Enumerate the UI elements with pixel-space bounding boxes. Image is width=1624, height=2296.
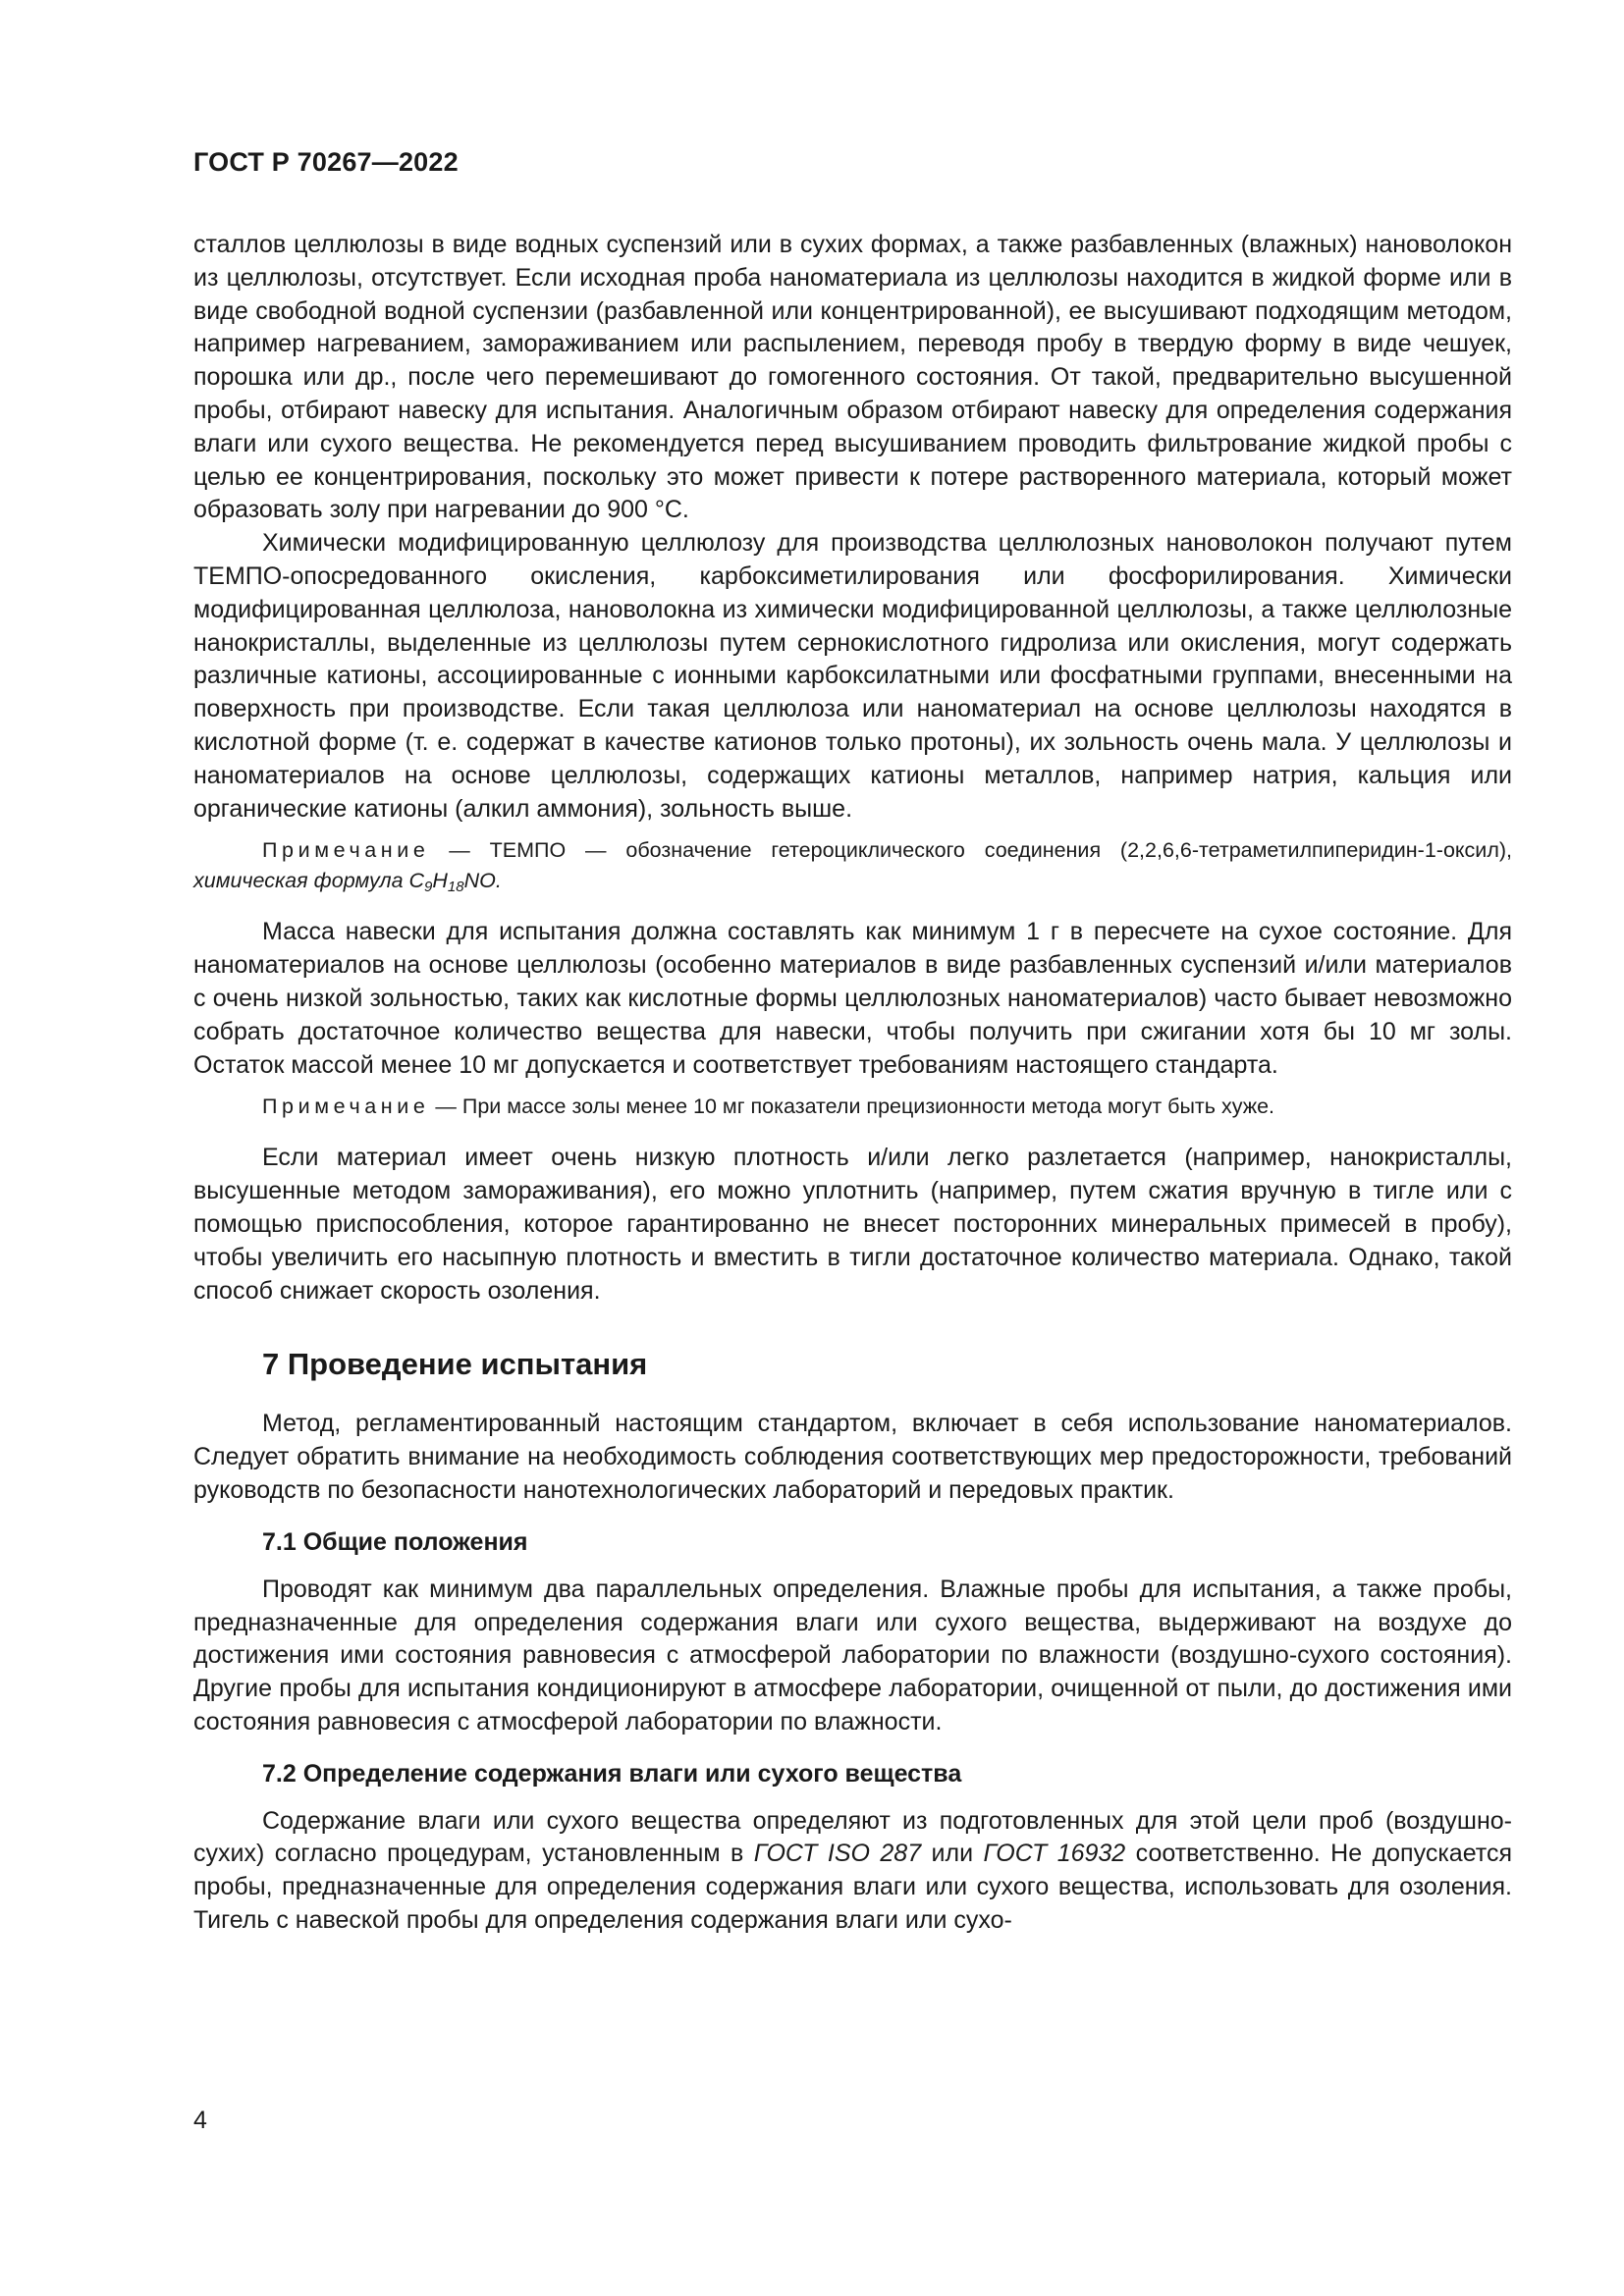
paragraph-5: Метод, регламентированный настоящим стандартом, включает в себя использование наноматериалов. Следует обратить внимание на необходимость соблюдения соответствующих мер предосторожности, требований руководств по безопасности нанотехнологических лабораторий и передовых практик. — [193, 1410, 1512, 1504]
note-ash-mass — [193, 1092, 1512, 1122]
subsection-heading-7-1: 7.1 Общие положения — [262, 1527, 528, 1556]
note-tempo — [193, 835, 1512, 896]
chemical-formula: химическая формула $C_9H_{18}NO$. — [193, 869, 502, 896]
note-label: Примечание — [262, 1095, 430, 1119]
subsection-heading-7-2: 7.2 Определение содержания влаги или сухого вещества — [262, 1759, 962, 1788]
section-heading-7: 7 Проведение испытания — [262, 1347, 648, 1382]
paragraph-4: Если материал имеет очень низкую плотность и/или легко разлетается (например, нанокристаллы, высушенные методом замораживания), его можно уплотнить (например, путем сжатия вручную в тигле или с помощью приспособления, которое гарантированно не внесет посторонних минеральных примесей в пробу), чтобы увеличить его насыпную плотность и вместить в тигли достаточное количество материала. Однако, такой способ снижает скорость озоления. — [193, 1144, 1512, 1305]
note-text: — ТЕМПО — обозначение гетероциклического соединения (2,2,6,6-тетраметилпиперидин-1-оксил), — [429, 838, 1512, 863]
document-header: ГОСТ Р 70267—2022 — [193, 147, 459, 177]
gost-reference: ГОСТ ISO 287 — [753, 1840, 922, 1868]
note-label: Примечание — [262, 838, 430, 863]
page-number: 4 — [193, 2107, 207, 2134]
paragraph-2: Химически модифицированную целлюлозу для производства целлюлозных нановолокон получают путем ТЕМПО-опосредованного окисления, карбоксиметилирования или фосфорилирования. Химически модифицированная целлюлоза, нановолокна из химически модифицированной целлюлозы, а также целлюлозные нанокристаллы, выделенные из целлюлозы путем сернокислотного гидролиза или окисления, могут содержать различные катионы, ассоциированные с ионными карбоксилатными или фосфатными группами, внесенными на поверхность при производстве. Если такая целлюлоза или наноматериал на основе целлюлозы находятся в кислотной форме (т. е. содержат в качестве катионов только протоны), их зольность очень мала. У целлюлозы и наноматериалов на основе целлюлозы, содержащих катионы металлов, например натрия, кальция или органические катионы (алкил аммония), зольность выше. — [193, 529, 1512, 823]
paragraph-3: Масса навески для испытания должна составлять как минимум 1 г в пересчете на сухое состояние. Для наноматериалов на основе целлюлозы (особенно материалов в виде разбавленных суспензий и/или материалов с очень низкой зольностью, таких как кислотные формы целлюлозных наноматериалов) часто бывает невозможно собрать достаточное количество вещества для навески, чтобы получить при сжигании хотя бы 10 мг золы. Остаток массой менее 10 мг допускается и соответствует требованиям настоящего стандарта. — [193, 918, 1512, 1079]
document-page — [193, 147, 1512, 1938]
paragraph-6: Проводят как минимум два параллельных определения. Влажные пробы для испытания, а также пробы, предназначенные для определения содержания влаги или сухого вещества, выдерживают на воздухе до достижения ими состояния равновесия с атмосферой лаборатории по влажности (воздушно-сухого состояния). Другие пробы для испытания кондиционируют в атмосфере лаборатории, очищенной от пыли, до достижения ими состояния равновесия с атмосферой лаборатории по влажности. — [193, 1575, 1512, 1735]
note-text: — При массе золы менее 10 мг показатели прецизионности метода могут быть хуже. — [429, 1095, 1275, 1119]
paragraph-1: сталлов целлюлозы в виде водных суспензий или в сухих формах, а также разбавленных (влажных) нановолокон из целлюлозы, отсутствует. Если исходная проба наноматериала из целлюлозы находится в жидкой форме или в виде свободной водной суспензии (разбавленной или концентрированной), ее высушивают подходящим методом, например нагреванием, замораживанием или распылением, переводя пробу в твердую форму в виде чешуек, порошка или др., после чего перемешивают до гомогенного состояния. От такой, предварительно высушенной пробы, отбирают навеску для испытания. Аналогичным образом отбирают навеску для определения содержания влаги или сухого вещества. Не рекомендуется перед высушиванием проводить фильтрование жидкой пробы с целью ее концентрирования, поскольку это может привести к потере растворенного материала, который может образовать золу при нагревании до 900 °C. — [193, 231, 1512, 524]
gost-reference: ГОСТ 16932 — [983, 1840, 1126, 1868]
paragraph-7: Содержание влаги или сухого вещества определяют из подготовленных для этой цели проб (воздушно-сухих) согласно процедурам, установленным в ГОСТ ISO 287 или ГОСТ 16932 соответственно. Не допускается пробы, предназначенные для определения содержания влаги или сухого вещества, использовать для озоления. Тигель с навеской пробы для определения содержания влаги или сухо- — [193, 1806, 1512, 1935]
